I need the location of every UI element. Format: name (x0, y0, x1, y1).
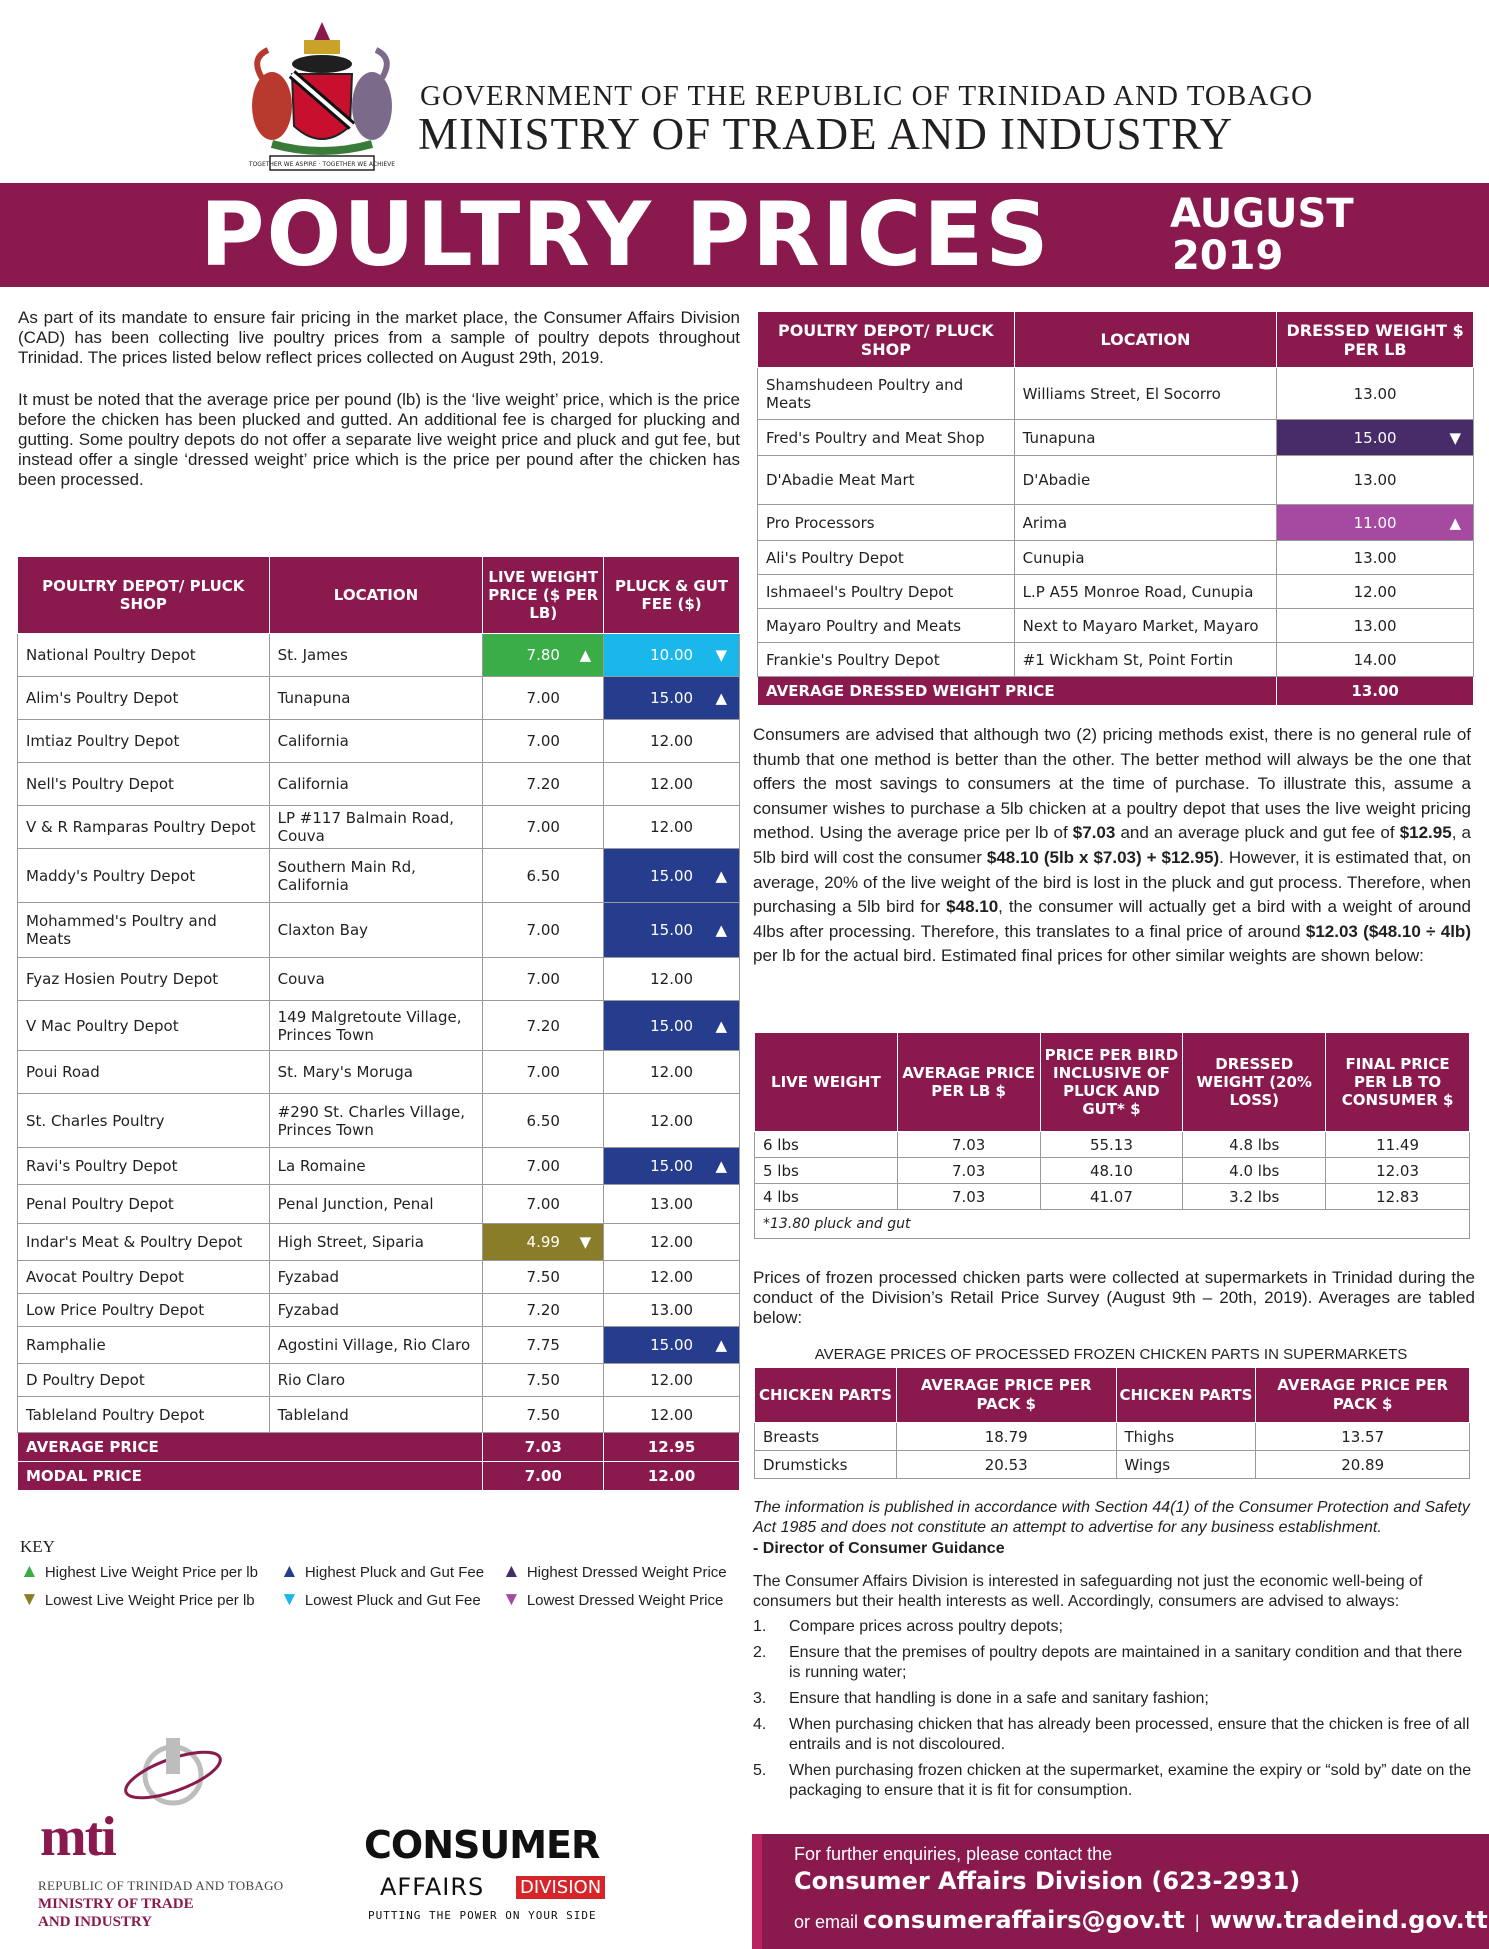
location-cell: Southern Main Rd, California (269, 849, 483, 903)
column-header: LOCATION (1014, 312, 1277, 368)
shop-cell: Mayaro Poultry and Meats (758, 609, 1015, 643)
fee-cell: 12.00 (604, 1224, 740, 1261)
fee-cell: 15.00 ▲ (604, 1148, 740, 1185)
table-row (758, 575, 1474, 609)
part-cell: Thighs (1116, 1423, 1256, 1451)
column-header: PLUCK & GUT FEE ($) (604, 557, 740, 634)
shop-cell: Alim's Poultry Depot (18, 677, 270, 720)
advice-intro: The Consumer Affairs Division is interested in safeguarding not just the economic well-being of consumers but their health interests as well. Accordingly, consumers are advised to always: (753, 1573, 1423, 1610)
shop-cell: D'Abadie Meat Mart (758, 456, 1015, 505)
column-header: AVERAGE PRICE PER PACK $ (1256, 1368, 1470, 1423)
pack-price-cell: 20.89 (1256, 1451, 1470, 1479)
footer-enquiries: For further enquiries, please contact the (794, 1844, 1113, 1864)
final-price-cell: 12.03 (1326, 1158, 1470, 1184)
location-cell: Williams Street, El Socorro (1014, 368, 1277, 420)
avg-price-cell: 7.03 (897, 1132, 1040, 1158)
pack-price-cell: 13.57 (1256, 1423, 1470, 1451)
shop-cell: Mohammed's Poultry and Meats (18, 903, 270, 958)
key-item: ▲ Highest Dressed Weight Price (502, 1561, 727, 1582)
key-item: ▲ Highest Pluck and Gut Fee (280, 1561, 485, 1582)
live-price-cell: 7.20 (483, 1294, 604, 1327)
fee-cell: 12.00 (604, 1051, 740, 1094)
dressed-weight-cell: 3.2 lbs (1183, 1184, 1326, 1210)
list-item: 2. Ensure that the premises of poultry depots are maintained in a sanitary condition and that there is running water; (753, 1644, 1463, 1681)
table-row (18, 1327, 740, 1364)
table-row (18, 1364, 740, 1397)
live-price-cell: 7.00 (483, 1185, 604, 1224)
table-row (18, 720, 740, 763)
live-price-cell: 7.00 (483, 903, 604, 958)
average-row (18, 1433, 740, 1462)
average-fee: 12.95 (604, 1433, 740, 1462)
frozen-table-caption: AVERAGE PRICES OF PROCESSED FROZEN CHICKEN PARTS IN SUPERMARKETS (814, 1346, 1408, 1363)
modal-row (18, 1462, 740, 1491)
table-row (18, 677, 740, 720)
crest-motto: TOGETHER WE ASPIRE · TOGETHER WE ACHIEVE (248, 161, 396, 168)
column-header: AVERAGE PRICE PER LB $ (897, 1033, 1040, 1132)
mti-country: REPUBLIC OF TRINIDAD AND TOBAGO (38, 1878, 284, 1893)
column-header: PRICE PER BIRD INCLUSIVE OF PLUCK AND GUT* $ (1040, 1033, 1183, 1132)
fee-cell: 12.00 (604, 1261, 740, 1294)
shop-cell: National Poultry Depot (18, 634, 270, 677)
intro-text (18, 308, 740, 512)
highest-fee-up-arrow-icon: ▲ (715, 689, 727, 707)
ca-division: DIVISION (516, 1876, 605, 1899)
live-price-cell: 7.00 (483, 1148, 604, 1185)
part-cell: Breasts (755, 1423, 897, 1451)
shop-cell: D Poultry Depot (18, 1364, 270, 1397)
footer-contact-line: or email consumeraffairs@gov.tt | www.tradeind.gov.tt (794, 1906, 1488, 1934)
location-cell: Tableland (269, 1397, 483, 1433)
highest-fee-up-arrow-icon: ▲ (715, 1016, 727, 1035)
shop-cell: Tableland Poultry Depot (18, 1397, 270, 1433)
key-item: ▼ Lowest Live Weight Price per lb (20, 1589, 255, 1610)
shop-cell: Maddy's Poultry Depot (18, 849, 270, 903)
ministry-line: MINISTRY OF TRADE AND INDUSTRY (418, 109, 1234, 159)
live-price-cell: 7.00 (483, 677, 604, 720)
fee-cell: 13.00 (604, 1185, 740, 1224)
dressed-price-cell: 11.00 ▲ (1277, 505, 1474, 541)
live-price-cell: 7.00 (483, 958, 604, 1001)
table-row (18, 1001, 740, 1051)
average-label: AVERAGE PRICE (18, 1433, 483, 1462)
table-row (18, 1224, 740, 1261)
column-header: FINAL PRICE PER LB TO CONSUMER $ (1326, 1033, 1470, 1132)
list-item: 3. Ensure that handling is done in a safe and sanitary fashion; (753, 1690, 1209, 1707)
location-cell: #290 St. Charles Village, Princes Town (269, 1094, 483, 1148)
shop-cell: Frankie's Poultry Depot (758, 643, 1015, 677)
pack-price-cell: 18.79 (896, 1423, 1116, 1451)
column-header: CHICKEN PARTS (1116, 1368, 1256, 1423)
list-item: 5. When purchasing frozen chicken at the supermarket, examine the expiry or “sold by” date on the packaging to ensure that it is fit for consumption. (753, 1762, 1472, 1799)
table-row (755, 1132, 1470, 1158)
shop-cell: Low Price Poultry Depot (18, 1294, 270, 1327)
fee-cell: 10.00 ▼ (604, 634, 740, 677)
mti-name-line1: MINISTRY OF TRADE (38, 1896, 194, 1912)
dressed-price-cell: 15.00 ▼ (1277, 420, 1474, 456)
table-row (18, 1148, 740, 1185)
average-dressed-price: 13.00 (1277, 677, 1474, 706)
live-weight-cell: 6 lbs (755, 1132, 898, 1158)
table-row (758, 420, 1474, 456)
column-header: LIVE WEIGHT (755, 1033, 898, 1132)
column-header: AVERAGE PRICE PER PACK $ (896, 1368, 1116, 1423)
ca-tagline: PUTTING THE POWER ON YOUR SIDE (368, 1909, 597, 1922)
shop-cell: Ali's Poultry Depot (758, 541, 1015, 575)
shop-cell: Pro Processors (758, 505, 1015, 541)
page-title: POULTRY PRICES (200, 183, 1051, 286)
column-header: LOCATION (269, 557, 483, 634)
list-item: 4. When purchasing chicken that has already been processed, ensure that the chicken is free of all entrails and is not discoloured. (753, 1716, 1470, 1753)
modal-fee: 12.00 (604, 1462, 740, 1491)
fee-cell: 13.00 (604, 1294, 740, 1327)
live-weight-table (17, 556, 740, 1491)
location-cell: 149 Malgretoute Village, Princes Town (269, 1001, 483, 1051)
table-row (755, 1423, 1470, 1451)
avg-price-cell: 7.03 (897, 1184, 1040, 1210)
highest-live-up-arrow-icon: ▲ (579, 646, 592, 664)
table-row (18, 1185, 740, 1224)
table-note-row (755, 1210, 1470, 1239)
live-weight-cell: 5 lbs (755, 1158, 898, 1184)
table-row (18, 1397, 740, 1433)
fee-cell: 12.00 (604, 763, 740, 806)
modal-label: MODAL PRICE (18, 1462, 483, 1491)
location-cell: Fyzabad (269, 1294, 483, 1327)
location-cell: La Romaine (269, 1148, 483, 1185)
table-row (758, 456, 1474, 505)
key-item: ▲ Highest Live Weight Price per lb (20, 1561, 258, 1582)
shop-cell: Fred's Poultry and Meat Shop (758, 420, 1015, 456)
lowest-dressed-up-arrow-icon: ▲ (1449, 513, 1461, 532)
fee-cell: 12.00 (604, 720, 740, 763)
shop-cell: Avocat Poultry Depot (18, 1261, 270, 1294)
location-cell: High Street, Siparia (269, 1224, 483, 1261)
title-month: AUGUST (1170, 191, 1354, 237)
live-price-cell: 7.20 (483, 763, 604, 806)
location-cell: St. Mary's Moruga (269, 1051, 483, 1094)
lowest-fee-down-arrow-icon: ▼ (715, 646, 727, 664)
location-cell: Claxton Bay (269, 903, 483, 958)
highest-fee-up-arrow-icon: ▲ (715, 921, 727, 939)
dressed-price-cell: 12.00 (1277, 575, 1474, 609)
ca-wordmark: CONSUMER (364, 1823, 600, 1867)
live-price-cell: 7.00 (483, 720, 604, 763)
ca-affairs: AFFAIRS (380, 1873, 485, 1901)
dressed-weight-cell: 4.8 lbs (1183, 1132, 1326, 1158)
green-up-triangle-icon: ▲ (20, 1561, 39, 1582)
shop-cell: Fyaz Hosien Poutry Depot (18, 958, 270, 1001)
fee-cell: 15.00 ▲ (604, 849, 740, 903)
key-item: ▼ Lowest Dressed Weight Price (502, 1589, 724, 1610)
highest-dressed-down-arrow-icon: ▼ (1449, 428, 1461, 447)
table-row (18, 1261, 740, 1294)
website-link[interactable]: www.tradeind.gov.tt (1209, 1906, 1488, 1934)
email-link[interactable]: consumeraffairs@gov.tt (863, 1906, 1185, 1934)
blue-up-triangle-icon: ▲ (280, 1561, 299, 1582)
column-header: DRESSED WEIGHT $ PER LB (1277, 312, 1474, 368)
shop-cell: Indar's Meat & Poultry Depot (18, 1224, 270, 1261)
location-cell: L.P A55 Monroe Road, Cunupia (1014, 575, 1277, 609)
dressed-price-cell: 13.00 (1277, 541, 1474, 575)
shop-cell: Shamshudeen Poultry and Meats (758, 368, 1015, 420)
location-cell: LP #117 Balmain Road, Couva (269, 806, 483, 849)
average-row (758, 677, 1474, 706)
table-row (755, 1451, 1470, 1479)
fee-cell: 15.00 ▲ (604, 677, 740, 720)
live-price-cell: 7.00 (483, 1051, 604, 1094)
table-row (758, 505, 1474, 541)
bird-price-cell: 48.10 (1040, 1158, 1183, 1184)
table-row (18, 806, 740, 849)
key-item: ▼ Lowest Pluck and Gut Fee (280, 1589, 481, 1610)
location-cell: Next to Mayaro Market, Mayaro (1014, 609, 1277, 643)
mti-name-line2: AND INDUSTRY (38, 1914, 153, 1930)
footer-division-phone: Consumer Affairs Division (623-2931) (794, 1867, 1301, 1895)
mti-wordmark: mti (40, 1806, 115, 1868)
cyan-down-triangle-icon: ▼ (280, 1589, 299, 1610)
average-live-price: 7.03 (483, 1433, 604, 1462)
live-price-cell: 7.00 (483, 806, 604, 849)
table-row (18, 903, 740, 958)
coat-of-arms-icon (232, 18, 412, 180)
location-cell: Agostini Village, Rio Claro (269, 1327, 483, 1364)
live-price-cell: 7.20 (483, 1001, 604, 1051)
live-price-cell: 7.75 (483, 1327, 604, 1364)
live-price-cell: 7.80 ▲ (483, 634, 604, 677)
live-price-cell: 7.50 (483, 1397, 604, 1433)
location-cell: Couva (269, 958, 483, 1001)
consumer-affairs-logo (360, 1823, 620, 1933)
location-cell: Arima (1014, 505, 1277, 541)
column-header: POULTRY DEPOT/ PLUCK SHOP (18, 557, 270, 634)
list-item: 1. Compare prices across poultry depots; (753, 1618, 1063, 1635)
shop-cell: Ravi's Poultry Depot (18, 1148, 270, 1185)
part-cell: Drumsticks (755, 1451, 897, 1479)
column-header: DRESSED WEIGHT (20% LOSS) (1183, 1033, 1326, 1132)
table-row (18, 1094, 740, 1148)
part-cell: Wings (1116, 1451, 1256, 1479)
shop-cell: Nell's Poultry Depot (18, 763, 270, 806)
table-row (758, 609, 1474, 643)
live-price-cell: 6.50 (483, 849, 604, 903)
purple-up-triangle-icon: ▲ (502, 1561, 521, 1582)
key-title: KEY (20, 1537, 55, 1556)
location-cell: Tunapuna (269, 677, 483, 720)
dressed-price-cell: 13.00 (1277, 456, 1474, 505)
table-row (18, 1051, 740, 1094)
highest-fee-up-arrow-icon: ▲ (715, 1157, 727, 1175)
table-row (18, 634, 740, 677)
shop-cell: Poui Road (18, 1051, 270, 1094)
footer-accent (752, 1834, 762, 1949)
advice-list (753, 1617, 1475, 1807)
live-price-cell: 4.99 ▼ (483, 1224, 604, 1261)
frozen-intro: Prices of frozen processed chicken parts were collected at supermarkets in Trinidad during the conduct of the Division’s Retail Price Survey (August 9th – 20th, 2019). Averages are tabled below: (753, 1268, 1475, 1327)
location-cell: Cunupia (1014, 541, 1277, 575)
mti-logo (28, 1700, 328, 1940)
contact-footer (752, 1834, 1489, 1949)
table-note: *13.80 pluck and gut (755, 1210, 1470, 1239)
shop-cell: V Mac Poultry Depot (18, 1001, 270, 1051)
estimated-final-price-table (754, 1032, 1470, 1239)
dressed-weight-cell: 4.0 lbs (1183, 1158, 1326, 1184)
fee-cell: 12.00 (604, 1397, 740, 1433)
avg-price-cell: 7.03 (897, 1158, 1040, 1184)
shop-cell: St. Charles Poultry (18, 1094, 270, 1148)
shop-cell: Imtiaz Poultry Depot (18, 720, 270, 763)
bird-price-cell: 55.13 (1040, 1132, 1183, 1158)
table-row (18, 958, 740, 1001)
shop-cell: Ishmaeel's Poultry Depot (758, 575, 1015, 609)
table-row (758, 643, 1474, 677)
live-weight-cell: 4 lbs (755, 1184, 898, 1210)
shop-cell: Ramphalie (18, 1327, 270, 1364)
fee-cell: 12.00 (604, 1364, 740, 1397)
olive-down-triangle-icon: ▼ (20, 1589, 39, 1610)
lowest-live-down-arrow-icon: ▼ (579, 1233, 592, 1251)
dressed-weight-table (757, 311, 1474, 706)
location-cell: California (269, 763, 483, 806)
violet-down-triangle-icon: ▼ (502, 1589, 521, 1610)
location-cell: Fyzabad (269, 1261, 483, 1294)
column-header: POULTRY DEPOT/ PLUCK SHOP (758, 312, 1015, 368)
modal-live-price: 7.00 (483, 1462, 604, 1491)
table-row (18, 849, 740, 903)
shop-cell: V & R Ramparas Poultry Depot (18, 806, 270, 849)
location-cell: Rio Claro (269, 1364, 483, 1397)
pricing-method-text: Consumers are advised that although two (2) pricing methods exist, there is no general rule of thumb that one method is better than the other. The better method will always be the one that offers the most savings to consumers at the time of purchase. To illustrate this, assume a consumer wishes to purchase a 5lb chicken at a poultry depot that uses the live weight pricing method. Using the average price per lb of $7.03 and an average pluck and gut fee of $12.95, a 5lb bird will cost the consumer $48.10 (5lb x $7.03) + $12.95). However, it is estimated that, on average, 20% of the live weight of the bird is lost in the pluck and gut process. Therefore, when purchasing a 5lb bird for $48.10, the consumer will actually get a bird with a weight of around 4lbs after processing. Therefore, this translates to a final price of around $12.03 ($48.10 ÷ 4lb) per lb for the actual bird. Estimated final prices for other similar weights are shown below: (753, 725, 1472, 966)
average-label: AVERAGE DRESSED WEIGHT PRICE (758, 677, 1277, 706)
live-price-cell: 6.50 (483, 1094, 604, 1148)
highest-fee-up-arrow-icon: ▲ (715, 866, 727, 885)
fee-cell: 15.00 ▲ (604, 903, 740, 958)
fee-cell: 15.00 ▲ (604, 1327, 740, 1364)
government-line: GOVERNMENT OF THE REPUBLIC OF TRINIDAD AND TOBAGO (420, 80, 1314, 112)
table-row (758, 368, 1474, 420)
column-header: LIVE WEIGHT PRICE ($ PER LB) (483, 557, 604, 634)
location-cell: California (269, 720, 483, 763)
table-row (755, 1184, 1470, 1210)
intro-paragraph: It must be noted that the average price per pound (lb) is the ‘live weight’ price, which is the price before the chicken has been plucked and gutted. An additional fee is charged for plucking and gutting. Some poultry depots do not offer a separate live weight price and pluck and gut fee, but instead offer a single ‘dressed weight’ price which is the price per pound after the chicken has been processed. (18, 390, 740, 489)
dressed-price-cell: 13.00 (1277, 609, 1474, 643)
table-row (758, 541, 1474, 575)
location-cell: Tunapuna (1014, 420, 1277, 456)
live-price-cell: 7.50 (483, 1364, 604, 1397)
globe-icon (108, 1720, 238, 1830)
table-row (18, 763, 740, 806)
fee-cell: 12.00 (604, 806, 740, 849)
dressed-price-cell: 14.00 (1277, 643, 1474, 677)
location-cell: St. James (269, 634, 483, 677)
bird-price-cell: 41.07 (1040, 1184, 1183, 1210)
final-price-cell: 12.83 (1326, 1184, 1470, 1210)
dressed-price-cell: 13.00 (1277, 368, 1474, 420)
intro-paragraph: As part of its mandate to ensure fair pricing in the market place, the Consumer Affairs Division (CAD) has been collecting live poultry prices from a sample of poultry depots throughout Trinidad. The prices listed below reflect prices collected on August 29th, 2019. (18, 308, 740, 367)
legal-disclaimer: The information is published in accordance with Section 44(1) of the Consumer Protection and Safety Act 1985 and does not constitute an attempt to advertise for any business establishment. (753, 1499, 1470, 1536)
fee-cell: 15.00 ▲ (604, 1001, 740, 1051)
table-row (755, 1158, 1470, 1184)
frozen-parts-table (754, 1367, 1470, 1479)
shop-cell: Penal Poultry Depot (18, 1185, 270, 1224)
location-cell: #1 Wickham St, Point Fortin (1014, 643, 1277, 677)
legal-signature: - Director of Consumer Guidance (753, 1540, 1005, 1557)
header (0, 0, 1489, 182)
live-price-cell: 7.50 (483, 1261, 604, 1294)
table-row (18, 1294, 740, 1327)
title-year: 2019 (1172, 233, 1284, 279)
column-header: CHICKEN PARTS (755, 1368, 897, 1423)
location-cell: Penal Junction, Penal (269, 1185, 483, 1224)
fee-cell: 12.00 (604, 958, 740, 1001)
final-price-cell: 11.49 (1326, 1132, 1470, 1158)
fee-cell: 12.00 (604, 1094, 740, 1148)
pack-price-cell: 20.53 (896, 1451, 1116, 1479)
highest-fee-up-arrow-icon: ▲ (715, 1336, 727, 1354)
location-cell: D'Abadie (1014, 456, 1277, 505)
